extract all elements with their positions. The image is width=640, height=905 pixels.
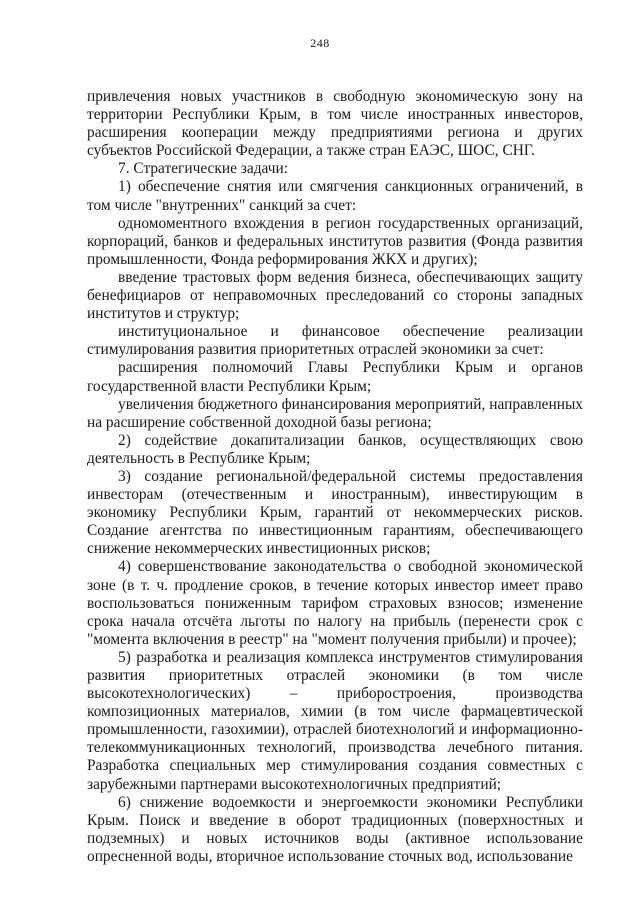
paragraph-task-5: 5) разработка и реализация комплекса инструментов стимулирования развития приоритетных отраслей экономики (в том числе высокотехнологических) – приборостроения, производства композиционных материалов, химии (в том числе фармацевтической промышленности, газохимии), отраслей биотехнологий и информационно-телекоммуникационных технологий, производства лечебного питания. Разработка специальных мер стимулирования создания совместных с зарубежными партнерами высокотехнологичных предприятий; [87,648,583,793]
page-number: 248 [310,36,330,50]
paragraph-section-heading: 7. Стратегические задачи: [118,160,288,178]
paragraph-task-1-item-2: введение трастовых форм ведения бизнеса, обеспечивающих защиту бенефициаров от неправомочных преследований со стороны западных институтов и структур; [87,268,583,323]
paragraph-task-1: 1) обеспечение снятия или смягчения санкционных ограничений, в том числе "внутренних" санкций за счет: [87,178,583,214]
document-body [87,88,583,866]
paragraph-task-1-item-1: одномоментного вхождения в регион государственных организаций, корпораций, банков и федеральных институтов развития (Фонда развития промышленности, Фонда реформирования ЖКХ и других); [87,214,583,268]
paragraph-task-1-item-3: институциональное и финансовое обеспечение реализации стимулирования развития приоритетных отраслей экономики за счет: [87,323,583,359]
paragraph-task-6: 6) снижение водоемкости и энергоемкости экономики Республики Крым. Поиск и введение в оборот традиционных (поверхностных и подземных) и новых источников воды (активное использование опресненной воды, вторичное использование сточных вод, использование [87,793,583,865]
paragraph-task-1-item-5: увеличения бюджетного финансирования мероприятий, направленных на расширение собственной доходной базы региона; [87,395,583,431]
paragraph-task-2: 2) содействие докапитализации банков, осуществляющих свою деятельность в Республике Крым; [87,431,583,467]
paragraph-task-1-item-4: расширения полномочий Главы Республики Крым и органов государственной власти Республики Крым; [87,359,583,395]
paragraph-task-3: 3) создание региональной/федеральной системы предоставления инвесторам (отечественным и иностранным), инвестирующим в экономику Республики Крым, гарантий от некоммерческих рисков. Создание агентства по инвестиционным гарантиям, обеспечивающего снижение некоммерческих инвестиционных рисков; [87,467,583,558]
paragraph-task-4: 4) совершенствование законодательства о свободной экономической зоне (в т. ч. продление сроков, в течение которых инвестор имеет право воспользоваться пониженным тарифом страховых взносов; изменение срока начала отсчёта льготы по налогу на прибыль (перенести срок с "момента включения в реестр" на "момент получения прибыли) и прочее); [87,558,583,648]
paragraph-continuation: привлечения новых участников в свободную экономическую зону на территории Республики Крым, в том числе иностранных инвесторов, расширения кооперации между предприятиями региона и других субъектов Российской Федерации, а также стран ЕАЭС, ШОС, СНГ. [87,88,583,160]
